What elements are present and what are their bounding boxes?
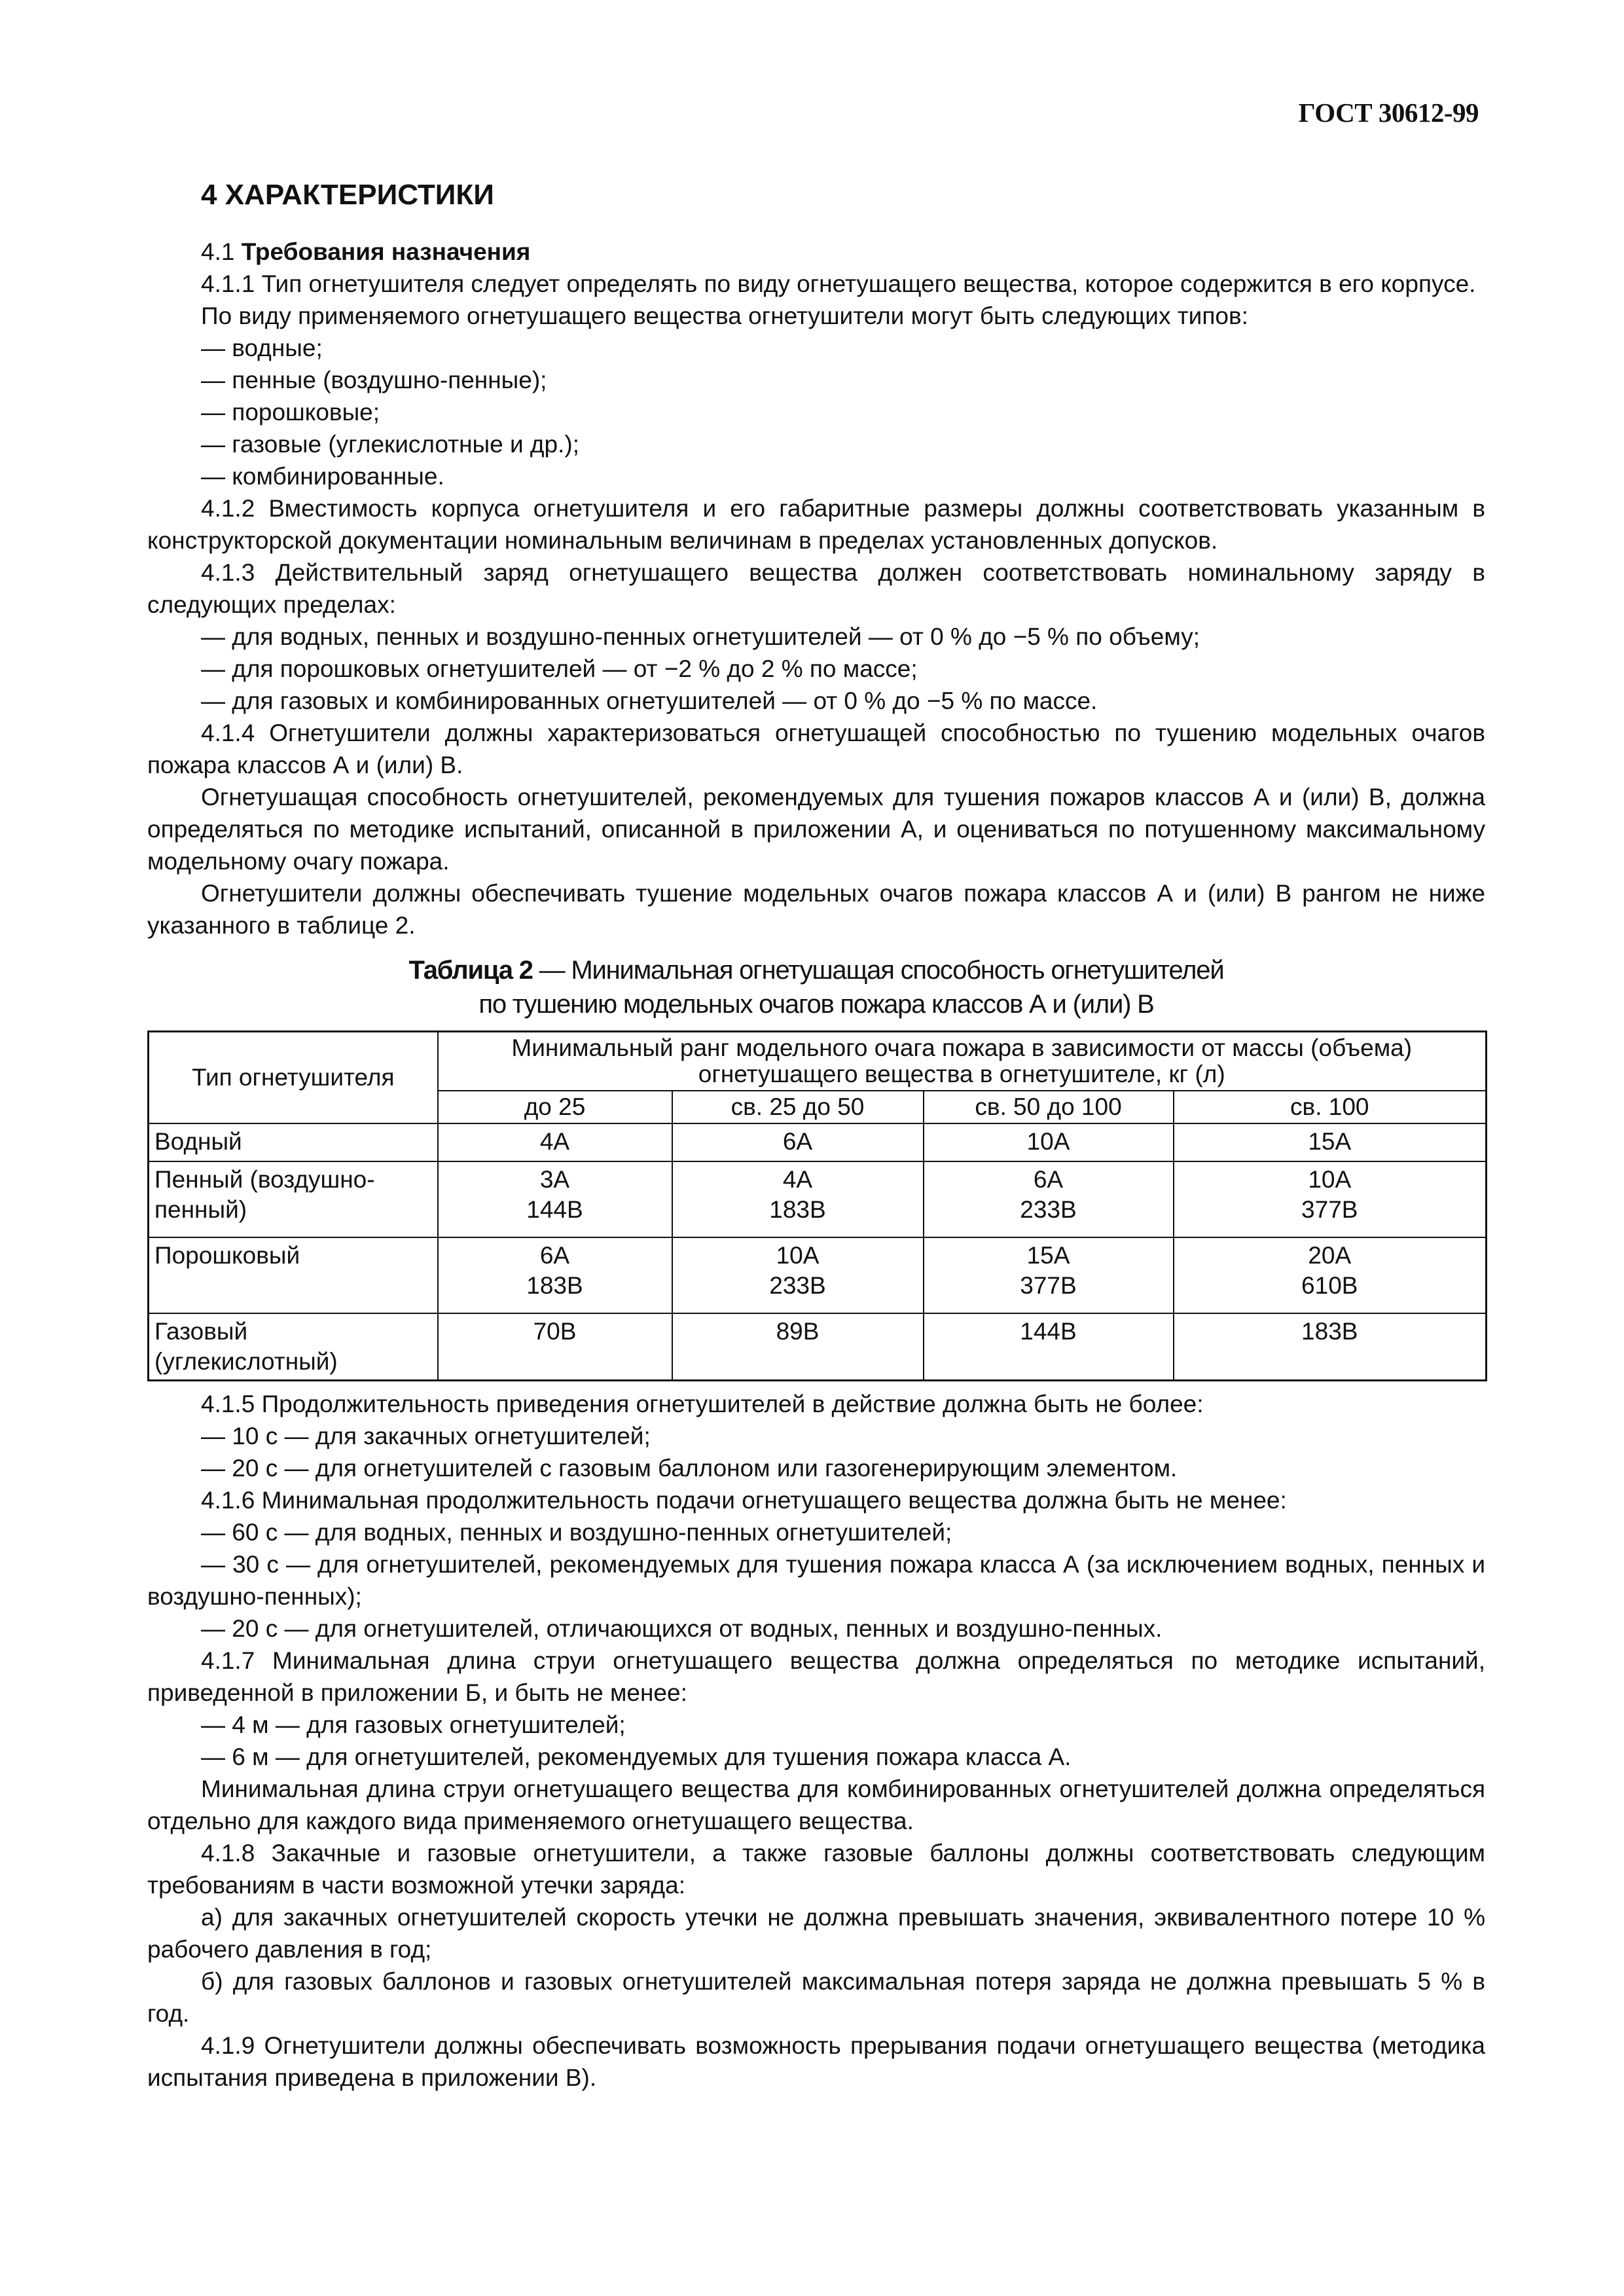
paragraph <box>147 492 1485 556</box>
paragraph-text: Продолжительность приведения огнетушителей в действие должна быть не более: <box>261 1391 1204 1417</box>
paragraph-text: Огнетушители должны характеризоваться огнетушащей способностью по тушению модельных очагов пожара классов А и (или) В. <box>147 720 1485 778</box>
clause-number: 4.1 <box>201 238 235 265</box>
section-title: 4 ХАРАКТЕРИСТИКИ <box>201 179 494 211</box>
paragraph-text: Действительный заряд огнетушащего вещества должен соответствовать номинальному заряду в следующих пределах: <box>147 559 1486 618</box>
cell-value: 4А <box>539 1128 570 1155</box>
paragraph <box>147 1741 1485 1773</box>
list-item-text: — для газовых и комбинированных огнетушителей — от 0 % до −5 % по массе. <box>201 687 1098 714</box>
paragraph <box>147 1773 1485 1837</box>
table-row-type: Газовый (углекислотный) <box>149 1313 438 1381</box>
cell-value: 10А <box>776 1242 820 1269</box>
list-item-text: — 4 м — для газовых огнетушителей; <box>201 1711 626 1738</box>
paragraph-text: Минимальная длина струи огнетушащего вещества для комбинированных огнетушителей должна определяться отдельно для каждого вида применяемого огнетушащего вещества. <box>147 1776 1485 1834</box>
paragraph-text: Огнетушащая способность огнетушителей, рекомендуемых для тушения пожаров классов А и (или) В, должна определяться по методике испытаний, описанной в приложении А, и оцениваться по потушенному максимальному модельному очагу пожара. <box>147 784 1485 875</box>
table-caption-line2: по тушению модельных очагов пожара классов А и (или) В <box>478 990 1154 1019</box>
paragraph <box>147 1548 1485 1613</box>
paragraph <box>147 1484 1485 1516</box>
clause-number: 4.1.9 <box>201 2032 255 2059</box>
paragraph <box>147 781 1485 877</box>
paragraph-text: Минимальная длина струи огнетушащего вещества должна определяться по методике испытаний, приведенной в приложении Б, и быть не менее: <box>147 1647 1485 1706</box>
table-cell <box>672 1161 924 1237</box>
table-cell <box>672 1237 924 1313</box>
clause-number: 4.1.1 <box>201 270 255 297</box>
cell-value: 15А <box>1026 1242 1070 1269</box>
paragraph-text: По виду применяемого огнетушащего вещества огнетушители могут быть следующих типов: <box>201 302 1248 329</box>
paragraph <box>147 268 1485 300</box>
list-item-text: — комбинированные. <box>201 463 444 490</box>
clause-number: 4.1.7 <box>201 1647 255 1674</box>
clause-heading: Требования назначения <box>241 238 531 265</box>
list-item-text: — водные; <box>201 335 323 361</box>
list-item-text: — пенные (воздушно-пенные); <box>201 367 547 393</box>
paragraph <box>147 364 1485 396</box>
cell-value: 20А <box>1308 1242 1352 1269</box>
table-column-header: св. 100 <box>1174 1091 1487 1123</box>
paragraph <box>147 621 1485 653</box>
table-caption-label: Таблица 2 <box>408 956 533 985</box>
paragraph <box>147 332 1485 364</box>
paragraph-text: Закачные и газовые огнетушители, а также газовые баллоны должны соответствовать следующим требованиям в части возможной утечки заряда: <box>147 1840 1485 1899</box>
cell-value: 4А <box>782 1166 813 1193</box>
table-cell <box>438 1123 672 1161</box>
list-item-text: — порошковые; <box>201 399 380 426</box>
table-body <box>149 1123 1487 1381</box>
table-cell <box>924 1313 1174 1381</box>
paragraph <box>147 1613 1485 1645</box>
paragraph-text: б) для газовых баллонов и газовых огнетушителей максимальная потеря заряда не должна превышать 5 % в год. <box>147 1968 1485 2027</box>
cell-value: 233В <box>769 1272 826 1299</box>
paragraph <box>147 556 1485 621</box>
table-row <box>149 1237 1487 1313</box>
table-cell <box>672 1313 924 1381</box>
list-item-text: — 10 с — для закачных огнетушителей; <box>201 1423 651 1449</box>
list-item-text: — 6 м — для огнетушителей, рекомендуемых для тушения пожара класса А. <box>201 1743 1072 1770</box>
cell-value: 10А <box>1308 1166 1352 1193</box>
table-row-type: Порошковый <box>149 1237 438 1313</box>
cell-value: 377В <box>1301 1196 1358 1223</box>
list-item-text: — 30 с — для огнетушителей, рекомендуемых для тушения пожара класса А (за исключением водных, пенных и воздушно-пенных); <box>147 1551 1485 1610</box>
table-cell <box>924 1237 1174 1313</box>
table-cell <box>924 1123 1174 1161</box>
paragraph <box>147 1709 1485 1741</box>
paragraph <box>147 2030 1485 2094</box>
paragraphs-before-table <box>147 236 1485 941</box>
cell-value: 233В <box>1020 1196 1077 1223</box>
table-row <box>149 1313 1487 1381</box>
table-row-type: Пенный (воздушно-пенный) <box>149 1161 438 1237</box>
table-cell <box>1174 1123 1487 1161</box>
clause-number: 4.1.4 <box>201 720 255 746</box>
table-column-header: св. 50 до 100 <box>924 1091 1174 1123</box>
cell-value: 6А <box>1033 1166 1064 1193</box>
fire-rating-table <box>147 1030 1487 1381</box>
cell-value: 183В <box>1301 1318 1358 1345</box>
cell-value: 6А <box>782 1128 813 1155</box>
list-item-text: — 20 с — для огнетушителей с газовым баллоном или газогенерирующим элементом. <box>201 1455 1178 1482</box>
cell-value: 6А <box>539 1242 570 1269</box>
list-item-text: — 20 с — для огнетушителей, отличающихся от водных, пенных и воздушно-пенных. <box>201 1615 1163 1642</box>
table-cell <box>438 1313 672 1381</box>
cell-value: 144В <box>1020 1318 1077 1345</box>
table-cell <box>438 1161 672 1237</box>
paragraph-text: Огнетушители должны обеспечивать возможность прерывания подачи огнетушащего вещества (методика испытания приведена в приложении В). <box>147 2032 1485 2091</box>
paragraph <box>147 428 1485 460</box>
paragraph <box>147 1516 1485 1548</box>
cell-value: 377В <box>1020 1272 1077 1299</box>
paragraph-text: Тип огнетушителя следует определять по виду огнетушащего вещества, которое содержится в его корпусе. <box>261 270 1476 297</box>
paragraph <box>147 236 1485 268</box>
clause-number: 4.1.3 <box>201 559 255 586</box>
document-body <box>147 175 1485 2094</box>
paragraph <box>147 1837 1485 1901</box>
paragraph-text: Минимальная продолжительность подачи огнетушащего вещества должна быть не менее: <box>261 1487 1287 1514</box>
table-cell <box>1174 1161 1487 1237</box>
cell-value: 10А <box>1026 1128 1070 1155</box>
cell-value: 610В <box>1301 1272 1358 1299</box>
cell-value: 70В <box>533 1318 577 1345</box>
table-row-type: Водный <box>149 1123 438 1161</box>
table-cell <box>1174 1237 1487 1313</box>
paragraph <box>147 1965 1485 2030</box>
cell-value: 183В <box>526 1272 583 1299</box>
paragraphs-after-table <box>147 1388 1485 2094</box>
table-header-type: Тип огнетушителя <box>149 1032 438 1124</box>
table-cell <box>438 1237 672 1313</box>
paragraph <box>147 717 1485 781</box>
table-row <box>149 1123 1487 1161</box>
paragraph-text: а) для закачных огнетушителей скорость утечки не должна превышать значения, эквивалентного потере 10 % рабочего давления в год; <box>147 1904 1485 1963</box>
cell-value: 183В <box>769 1196 826 1223</box>
table-cell <box>924 1161 1174 1237</box>
list-item-text: — 60 с — для водных, пенных и воздушно-пенных огнетушителей; <box>201 1519 952 1546</box>
clause-number: 4.1.5 <box>201 1391 255 1417</box>
table-caption-line1: — Минимальная огнетушащая способность огнетушителей <box>532 956 1224 985</box>
paragraph <box>147 877 1485 941</box>
paragraph-text: Огнетушители должны обеспечивать тушение модельных очагов пожара классов А и (или) В рангом не ниже указанного в таблице 2. <box>147 880 1485 939</box>
cell-value: 3А <box>539 1166 570 1193</box>
table-column-header: до 25 <box>438 1091 672 1123</box>
table-column-header: св. 25 до 50 <box>672 1091 924 1123</box>
table-row <box>149 1161 1487 1237</box>
table-cell <box>1174 1313 1487 1381</box>
clause-number: 4.1.2 <box>201 495 255 522</box>
cell-value: 15А <box>1308 1128 1352 1155</box>
table-caption <box>147 953 1485 1021</box>
list-item-text: — для водных, пенных и воздушно-пенных огнетушителей — от 0 % до −5 % по объему; <box>201 623 1200 650</box>
clause-number: 4.1.6 <box>201 1487 255 1514</box>
paragraph <box>147 300 1485 332</box>
list-item-text: — для порошковых огнетушителей — от −2 % до 2 % по массе; <box>201 655 918 682</box>
paragraph <box>147 1388 1485 1420</box>
table-cell <box>672 1123 924 1161</box>
paragraph <box>147 396 1485 428</box>
list-item-text: — газовые (углекислотные и др.); <box>201 431 579 458</box>
paragraph <box>147 1420 1485 1452</box>
paragraph <box>147 1901 1485 1965</box>
table-header-main: Минимальный ранг модельного очага пожара в зависимости от массы (объема) огнетушащего вещества в огнетушителе, кг (л) <box>438 1032 1487 1091</box>
paragraph <box>147 460 1485 492</box>
document-number: ГОСТ 30612-99 <box>1298 98 1479 128</box>
paragraph <box>147 685 1485 717</box>
clause-number: 4.1.8 <box>201 1840 255 1867</box>
cell-value: 144В <box>526 1196 583 1223</box>
paragraph-text: Вместимость корпуса огнетушителя и его габаритные размеры должны соответствовать указанным в конструкторской документации номинальным величинам в пределах установленных допусков. <box>147 495 1485 554</box>
paragraph <box>147 1645 1485 1709</box>
paragraph <box>147 653 1485 685</box>
cell-value: 89В <box>776 1318 820 1345</box>
paragraph <box>147 1452 1485 1484</box>
